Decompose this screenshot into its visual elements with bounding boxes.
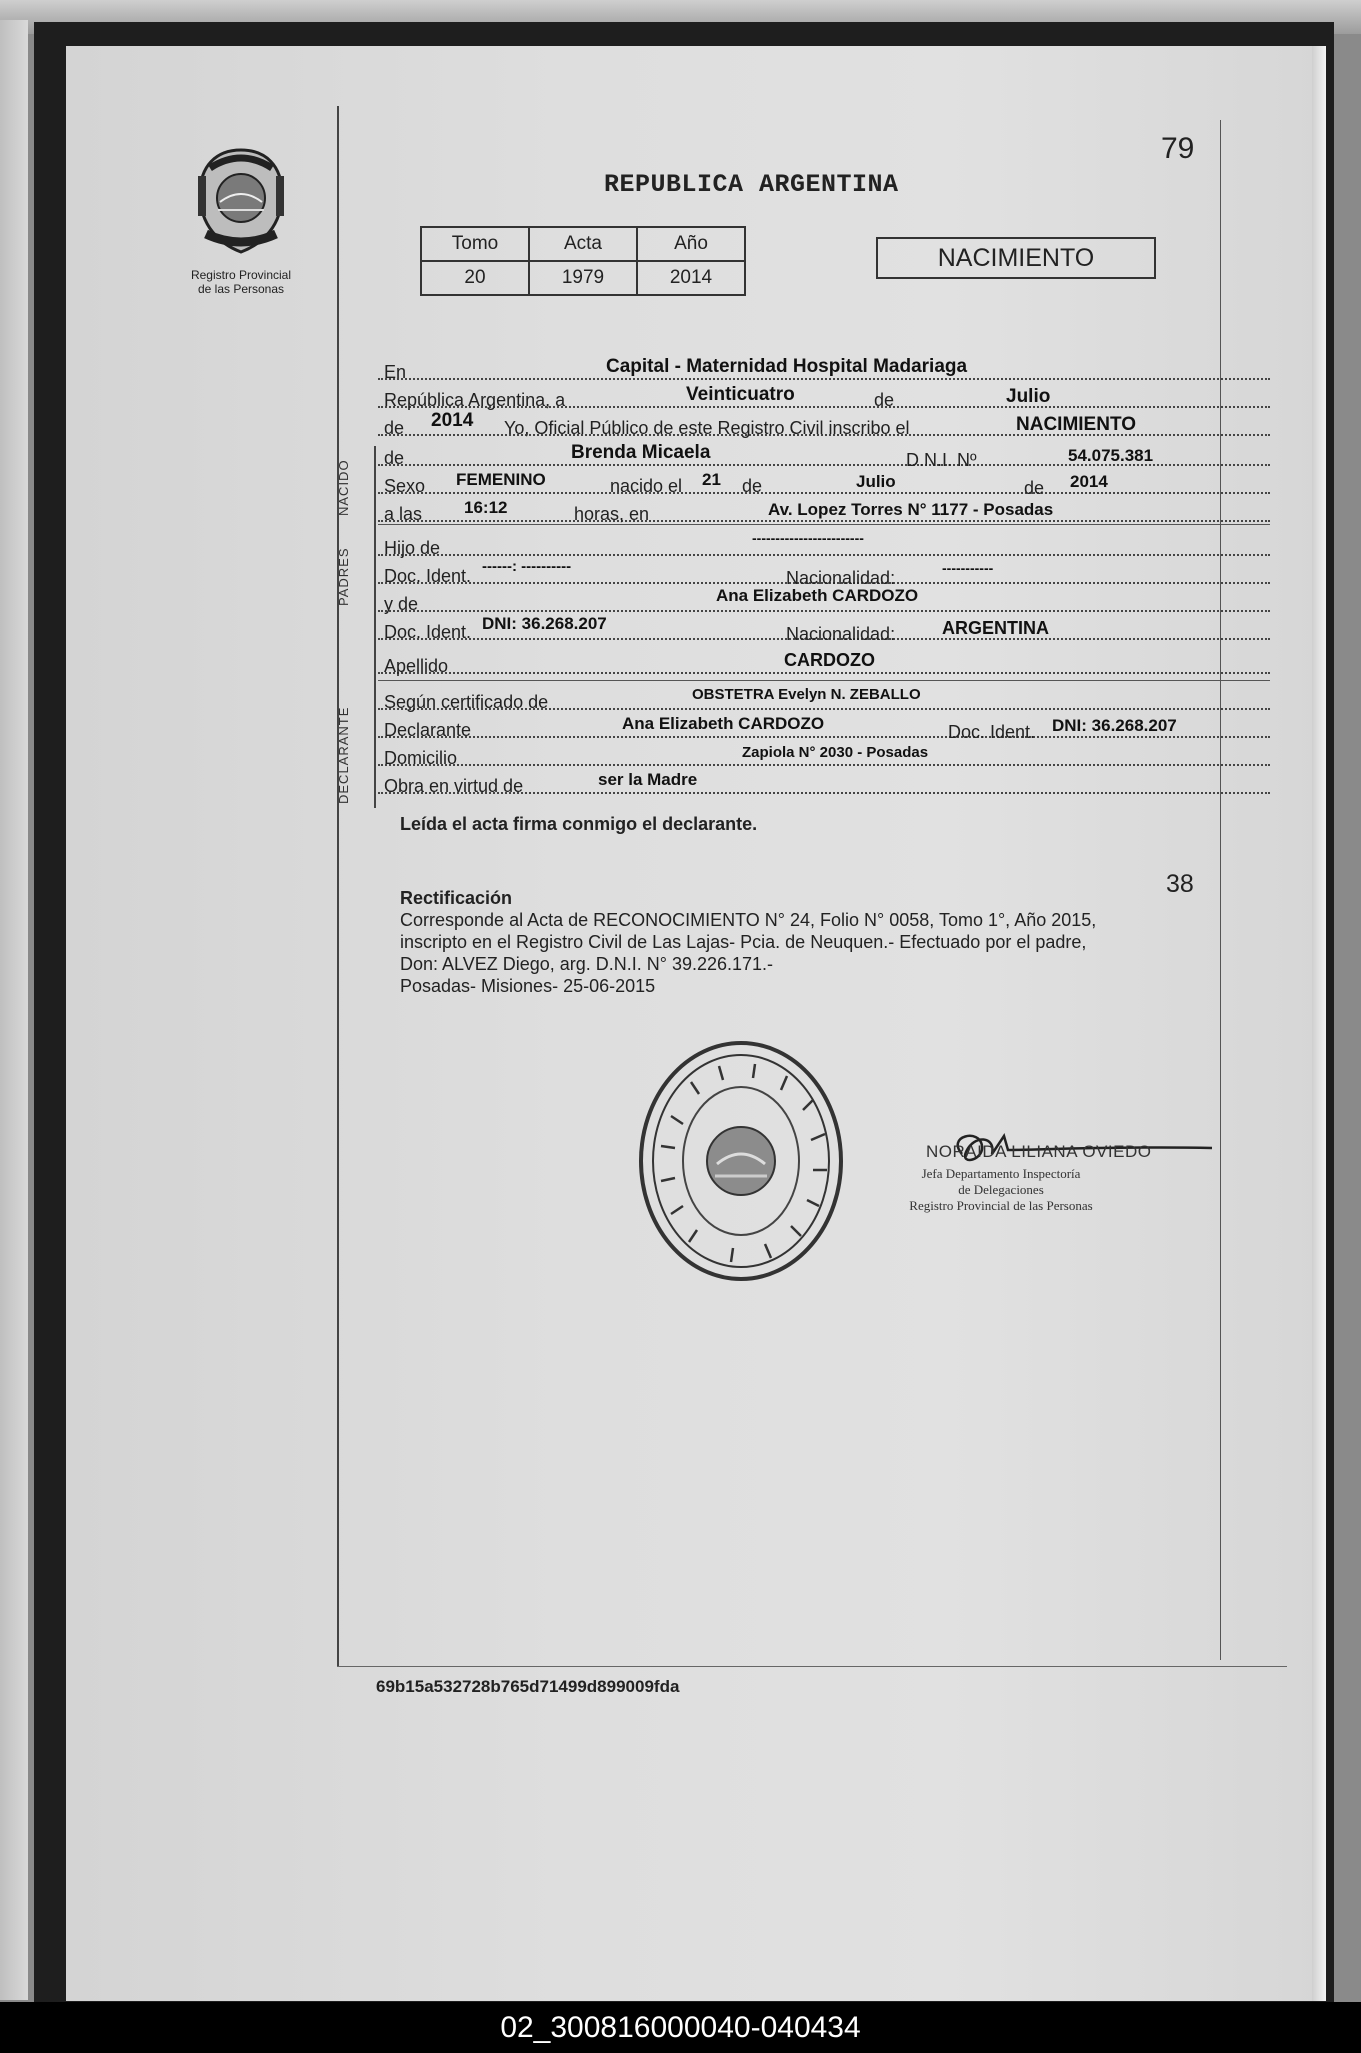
value-mes: Julio xyxy=(1006,386,1051,407)
misiones-seal-icon xyxy=(196,146,286,256)
label-republica: República Argentina, a xyxy=(384,390,566,410)
registry-line-2: de las Personas xyxy=(197,282,285,296)
table-value-anio: 2014 xyxy=(637,261,745,295)
label-dni: D.N.I. Nº xyxy=(906,450,977,470)
label-segun: Según certificado de xyxy=(384,692,549,712)
value-domicilio-nac: Av. Lopez Torres N° 1177 - Posadas xyxy=(768,500,1054,519)
label-de-5: de xyxy=(1024,478,1045,498)
value-madre: Ana Elizabeth CARDOZO xyxy=(716,586,919,605)
country-title: REPUBLICA ARGENTINA xyxy=(604,170,899,199)
page-edge xyxy=(1312,46,1326,2001)
label-doc-ident-2: Doc. Ident. xyxy=(384,622,472,642)
label-de-4: de xyxy=(742,476,763,496)
label-obra: Obra en virtud de xyxy=(384,776,524,796)
label-a-las: a las xyxy=(384,504,423,524)
section-label-declarante: DECLARANTE xyxy=(336,706,351,804)
value-apellido: CARDOZO xyxy=(784,650,875,670)
record-type-box: NACIMIENTO xyxy=(876,237,1156,279)
rectificacion-line-3: Don: ALVEZ Diego, arg. D.N.I. N° 39.226.171.- xyxy=(400,954,774,974)
right-margin-line xyxy=(1220,120,1221,1660)
document-hash: 69b15a532728b765d71499d899009fda xyxy=(376,1677,680,1696)
registry-name xyxy=(176,268,306,296)
divider-nacido xyxy=(378,524,1270,525)
section-label-padres: PADRES xyxy=(336,547,351,606)
value-dia: Veinticuatro xyxy=(686,384,795,405)
section-divider-padres xyxy=(374,530,376,694)
signatory-title-1: Jefa Departamento Inspectoría xyxy=(921,1166,1081,1181)
label-declarante: Declarante xyxy=(384,720,472,740)
section-divider-declarante xyxy=(374,688,376,808)
value-nac-dia: 21 xyxy=(702,470,721,489)
table-header-anio: Año xyxy=(637,227,745,261)
signatory-name: NORAIDA LILIANA OVIEDO xyxy=(926,1142,1152,1161)
label-de-2: de xyxy=(384,418,405,438)
value-padre-nac: ----------- xyxy=(942,560,994,576)
signatory-title-3: Registro Provincial de las Personas xyxy=(909,1198,1093,1213)
divider-padres xyxy=(378,680,1270,681)
rectificacion-line-2: inscripto en el Registro Civil de Las Lajas- Pcia. de Neuquen.- Efectuado por el padre, xyxy=(400,932,1087,952)
section-divider-nacido xyxy=(374,446,376,530)
value-madre-doc: DNI: 36.268.207 xyxy=(482,614,607,633)
document-page xyxy=(66,46,1326,2001)
value-tipo: NACIMIENTO xyxy=(1016,414,1136,435)
file-identifier: 02_300816000040-040434 xyxy=(0,2002,1361,2053)
value-nac-anio: 2014 xyxy=(1070,472,1108,491)
value-dni: 54.075.381 xyxy=(1068,446,1154,465)
bottom-line xyxy=(337,1666,1287,1667)
label-doc-ident-3: Doc. Ident. xyxy=(948,722,1036,742)
rectificacion-line-4: Posadas- Misiones- 25-06-2015 xyxy=(400,976,656,996)
value-nombre: Brenda Micaela xyxy=(571,442,711,463)
folio-number: 79 xyxy=(1161,132,1195,165)
registry-line-1: Registro Provincial xyxy=(190,268,292,282)
value-nac-mes: Julio xyxy=(856,472,896,491)
value-obra: ser la Madre xyxy=(598,770,698,789)
value-declarante: Ana Elizabeth CARDOZO xyxy=(622,714,825,733)
signatory-title-2: de Delegaciones xyxy=(958,1182,1044,1197)
table-header-tomo: Tomo xyxy=(421,227,529,261)
value-lugar: Capital - Maternidad Hospital Madariaga xyxy=(606,356,968,377)
label-yo: Yo, Oficial Público de este Registro Civil inscribo el xyxy=(504,418,910,438)
section-label-nacido: NACIDO xyxy=(336,459,351,516)
value-anio: 2014 xyxy=(431,410,474,431)
value-padre-doc: ------: ---------- xyxy=(482,558,572,575)
official-stamp-icon xyxy=(631,1036,851,1286)
binder-edge xyxy=(0,20,28,2000)
value-padre: ------------------------ xyxy=(752,530,864,546)
value-madre-nac: ARGENTINA xyxy=(942,618,1049,638)
label-domicilio: Domicilio xyxy=(384,748,458,768)
label-de-3: de xyxy=(384,448,405,468)
value-certificado: OBSTETRA Evelyn N. ZEBALLO xyxy=(692,686,921,703)
value-declarante-doc: DNI: 36.268.207 xyxy=(1052,716,1177,735)
rectificacion-number: 38 xyxy=(1166,870,1194,898)
table-value-acta: 1979 xyxy=(529,261,637,295)
rectificacion-title: Rectificación xyxy=(400,888,513,908)
value-hora: 16:12 xyxy=(464,498,508,517)
label-hijo-de: Hijo de xyxy=(384,538,441,558)
label-y-de: y de xyxy=(384,594,419,614)
left-margin-line xyxy=(337,106,339,1666)
value-sexo: FEMENINO xyxy=(456,470,546,489)
label-nacido-el: nacido el xyxy=(610,476,683,496)
label-nacionalidad-1: Nacionalidad: xyxy=(786,568,896,588)
label-sexo: Sexo xyxy=(384,476,426,496)
tomo-acta-table xyxy=(420,226,746,296)
table-header-acta: Acta xyxy=(529,227,637,261)
label-apellido: Apellido xyxy=(384,656,449,676)
label-doc-ident-1: Doc. Ident. xyxy=(384,566,472,586)
table-value-tomo: 20 xyxy=(421,261,529,295)
label-de-1: de xyxy=(874,390,895,410)
label-nacionalidad-2: Nacionalidad: xyxy=(786,624,896,644)
label-horas-en: horas, en xyxy=(574,504,650,524)
label-en: En xyxy=(384,362,407,382)
rectificacion-line-1: Corresponde al Acta de RECONOCIMIENTO N° 24, Folio N° 0058, Tomo 1°, Año 2015, xyxy=(400,910,1097,930)
value-domicilio: Zapiola N° 2030 - Posadas xyxy=(742,744,929,761)
closing-statement: Leída el acta firma conmigo el declarante. xyxy=(400,814,758,834)
